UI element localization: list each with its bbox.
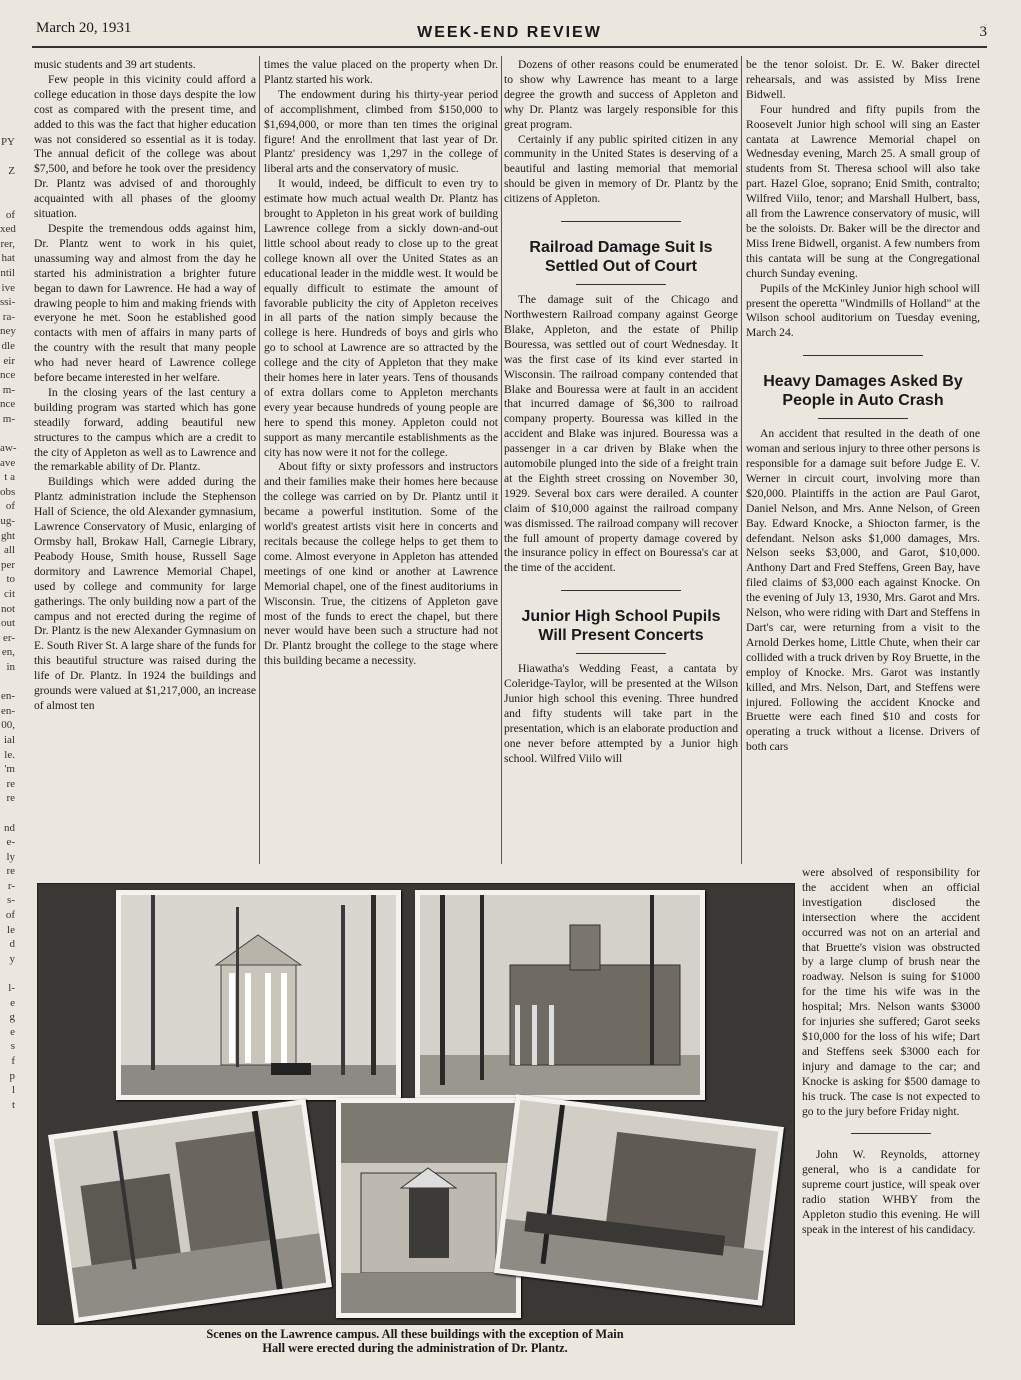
publication-title: WEEK-END REVIEW xyxy=(417,24,602,41)
previous-page-fragment: nce xyxy=(0,398,16,411)
previous-page-fragment: s xyxy=(10,1040,15,1053)
column-4-narrow xyxy=(802,866,980,1238)
previous-page-fragment: d xyxy=(9,938,15,951)
paragraph: The endowment during his thirty-year period of accomplishment, climbed from $150,000 to $1,694,000, or more than ten times the original figure! And the enrollment that last year of Dr. Plantz' presidency was 1,297 in the college of liberal arts and the conservatory of music. xyxy=(264,87,498,176)
previous-page-fragment: ght xyxy=(0,529,15,542)
previous-page-fragment: xed xyxy=(0,223,16,236)
previous-page-fragment: en, xyxy=(1,646,15,659)
paragraph: times the value placed on the property when Dr. Plantz started his work. xyxy=(264,58,498,86)
paragraph: music students and 39 art students. xyxy=(34,58,196,71)
previous-page-fragment: re xyxy=(6,792,15,805)
headline-railroad: Railroad Damage Suit Is Settled Out of Court xyxy=(529,239,713,276)
previous-page-fragment: ntil xyxy=(0,266,15,279)
previous-page-fragment: obs xyxy=(0,485,16,498)
previous-page-fragment: PY xyxy=(0,135,15,148)
chapel-illustration xyxy=(121,895,396,1095)
paragraph: Certainly if any public spirited citizen in any community in the United States is deserving of a beautiful and lasting memorial that memorial should be given in memory of Dr. Plantz by the citizens of Appleton. xyxy=(504,132,738,206)
previous-page-fragment: en- xyxy=(0,690,15,703)
column-1 xyxy=(34,58,256,714)
previous-page-fragment: re xyxy=(6,777,15,790)
main-hall-photo xyxy=(415,890,705,1100)
previous-page-fragment: aw- xyxy=(0,442,17,455)
section-rule xyxy=(851,1133,931,1134)
previous-page-fragment: p xyxy=(9,1069,15,1082)
headline-junior-high: Junior High School Pupils Will Present Concerts xyxy=(521,608,721,645)
headline-rule xyxy=(576,653,666,654)
previous-page-fragment: all xyxy=(4,544,15,557)
paragraph: John W. Reynolds, attorney general, who is a candidate for supreme court justice, will speak over radio station WHBY from the Appleton studio this evening. He will speak in the interest of his candidacy. xyxy=(802,1148,980,1236)
previous-page-fragment: in xyxy=(6,660,15,673)
headline-rule xyxy=(576,284,666,285)
previous-page-fragment: ave xyxy=(0,456,16,469)
previous-page-fragment: s- xyxy=(7,894,15,907)
previous-page-fragment: to xyxy=(6,573,15,586)
previous-page-fragment: ra- xyxy=(2,310,15,323)
campus-hall-illustration xyxy=(54,1104,327,1317)
previous-page-fragment xyxy=(0,966,18,981)
previous-page-fragment: nd xyxy=(4,821,15,834)
column-4 xyxy=(746,58,980,755)
previous-page-fragment: g xyxy=(9,1011,15,1024)
chapel-photo xyxy=(116,890,401,1100)
paragraph: Dozens of other reasons could be enumerated to show why Lawrence has meant to a large degree the growth and success of Appleton and why Dr. Plantz was largely responsible for this great program. xyxy=(504,58,738,131)
column-divider xyxy=(259,56,260,864)
previous-page-fragment: 'm xyxy=(4,763,15,776)
previous-page-fragment xyxy=(0,120,18,135)
previous-page-fragment xyxy=(0,193,18,208)
previous-page-edge xyxy=(0,120,18,1370)
previous-page-fragment: m- xyxy=(2,383,15,396)
peabody-house-illustration xyxy=(341,1103,516,1313)
paragraph: About fifty or sixty professors and instructors and their families make their homes here because the college was carried on by Dr. Plantz until it became a powerful institution. Some of the world's greatest artists visit here in concerts and recitals because the college helps to get them to come. Almost everyone in Appleton has attended meetings of one kind or another at Lawrence Memorial chapel, one of the finest auditoriums in Wisconsin. True, the citizens of Appleton gave most of the funds to erect the chapel, but there never would have been such a structure had not Dr. Plantz brought the college to the stage where this building became a necessity. xyxy=(264,460,498,668)
previous-page-fragment: rer, xyxy=(0,237,15,250)
previous-page-fragment: e xyxy=(10,996,15,1009)
headline-rule xyxy=(818,418,908,419)
previous-page-fragment: cit xyxy=(4,588,15,600)
previous-page-fragment: e- xyxy=(6,836,15,849)
issue-date: March 20, 1931 xyxy=(36,20,132,36)
previous-page-fragment xyxy=(0,675,18,690)
paragraph: It would, indeed, be difficult to even try to estimate how much actual wealth Dr. Plantz has brought to Appleton in his great work of building Lawrence college from a sickly down-and-out little school about ready to close up to the great college known all over the United States as an educational leader in the middle west. It would be equally difficult to estimate the amount of favorable publicity the city of Appleton receives in all parts of the nation simply because the college is here. Hundreds of boys and girls who go to school at Lawrence are so attracted by the college and the city of Appleton that they make their homes here in later years. Tens of thousands of extra dollars come to Appleton merchants every year because hundreds of young people are here to spend this money. Appleton could not support as many mercantile establishments as the city has now were it not for the college. xyxy=(264,177,498,459)
previous-page-fragment: ug- xyxy=(0,515,15,528)
paragraph: be the tenor soloist. Dr. E. W. Baker directel rehearsals, and was assisted by Miss Irene Bidwell. xyxy=(746,58,980,101)
previous-page-fragment: ssi- xyxy=(0,296,16,309)
previous-page-fragment: of xyxy=(5,909,15,922)
paragraph: In the closing years of the last century a building program was started which has gone steadily forward, adding beautiful new structures to the campus which are a credit to the city of Appleton as well as to Lawrence and the remarkable ability of Dr. Plantz. xyxy=(34,385,256,474)
previous-page-fragment: l xyxy=(11,1084,15,1097)
section-rule xyxy=(561,590,681,591)
column-2 xyxy=(264,58,498,669)
paragraph: An accident that resulted in the death of one woman and serious injury to three other persons is responsible for a damage suit before Judge E. V. Werner in circuit court, involving more than $20,000. Plaintiffs in the action are Paul Garot, Daniel Nelson, and Mrs. Anne Nelson, of Green Bay. Edward Knocke, a Shiocton farmer, is the defendant. Nelson asks $1,000 damages, Mrs. Nelson seeks $3,000, and Garot, $10,000. Anthony Dart and Fred Steffens, Green Bay, have filed claims of $3,000 each against Knocke. On the evening of July 13, 1930, Mrs. Garot and Mrs. Nelson, who were riding with Dart and Steffens in Dart's car, were returning from a visit to the Arnold Derkes home, Little Chute, when their car collided with a truck driven by Roy Bruette, in the employ of Knocke. Mrs. Garot was instantly killed, and Mrs. Nelson, Dart, and Steffens were injured. Following the accident Knocke and Bruette were each fined $10 and costs for operating a truck without a license. Drivers of both cars xyxy=(746,427,980,754)
campus-gathering-photo xyxy=(494,1094,784,1306)
photo-caption: Scenes on the Lawrence campus. All these buildings with the exception of Main Hall were erected during the administration of Dr. Plantz. xyxy=(206,1327,624,1355)
main-hall-illustration xyxy=(420,895,700,1095)
previous-page-fragment: nce xyxy=(0,369,16,382)
section-rule xyxy=(803,355,923,356)
previous-page-fragment: ive xyxy=(1,281,15,294)
previous-page-fragment xyxy=(0,149,18,164)
previous-page-fragment: eir xyxy=(3,354,15,367)
previous-page-fragment xyxy=(0,426,18,441)
previous-page-fragment: le xyxy=(7,923,15,936)
column-divider xyxy=(741,56,742,864)
paragraph: Pupils of the McKinley Junior high school will present the operetta "Windmills of Holland" at the Wilson school auditorium on Tuesday evening, March 24. xyxy=(746,281,980,340)
previous-page-fragment: of xyxy=(5,500,15,513)
previous-page-fragment: m- xyxy=(2,412,15,425)
peabody-house-photo xyxy=(336,1098,521,1318)
previous-page-fragment: out xyxy=(0,617,15,630)
paragraph: Hiawatha's Wedding Feast, a cantata by Coleridge-Taylor, will be presented at the Wilson Junior high school this evening. Three hundred and fifty students will take part in the presentation, which is an elaborate production and one never before attempted by a Junior high school. Wilfred Viilo will xyxy=(504,662,738,765)
previous-page-fragment xyxy=(0,806,18,821)
page-number: 3 xyxy=(979,24,987,40)
previous-page-fragment: not xyxy=(0,602,15,615)
column-3 xyxy=(504,58,738,767)
previous-page-fragment: r- xyxy=(7,879,15,892)
previous-page-fragment: y xyxy=(9,952,15,965)
previous-page-fragment: f xyxy=(11,1055,15,1067)
previous-page-fragment xyxy=(0,178,18,193)
previous-page-fragment: of xyxy=(5,208,15,221)
previous-page-fragment: le. xyxy=(4,748,15,761)
campus-hall-photo xyxy=(48,1099,332,1323)
column-divider xyxy=(501,56,502,864)
paragraph: were absolved of responsibility for the accident when an official investigation disclosed the intersection where the accident occurred was not on an arterial and that Bruette's vision was obstructed by a large clump of brush near the roadway. Nelson is suing for $1000 for the time his wife was in the hospital; Mrs. Nelson wants $3000 for injuries she suffered; Garot seeks $10,000 for the loss of his wife; Dart and Steffens seek $3000 each for injury and damage to the car; and Knocke is asking for $500 damage to his truck. The case is not expected to go to the jury before Friday night. xyxy=(802,866,980,1118)
previous-page-fragment: ney xyxy=(0,325,16,338)
previous-page-fragment: per xyxy=(0,558,15,571)
paragraph: Four hundred and fifty pupils from the Roosevelt Junior high school will sing an Easter cantata at Lawrence Memorial chapel on Wednesday evening, March 25. A small group of students from St. Theresa school will also take part. Hazel Gloe, soprano; Enid Smith, contralto; Wilfred Viilo, tenor; and Marshall Hulbert, bass, all from the Lawrence conservatory of music, will be the soloists. Dr. Baker will be the director and Miss Irene Bidwell, organist. A few numbers from this cantata will be sung at the Congregational church Sunday evening. xyxy=(746,102,980,280)
previous-page-fragment: t a xyxy=(4,471,15,484)
previous-page-fragment: re xyxy=(6,865,15,878)
previous-page-fragment: e xyxy=(10,1025,15,1038)
headline-heavy-damages: Heavy Damages Asked By People in Auto Crash xyxy=(763,373,963,410)
campus-photo-collage xyxy=(37,883,795,1325)
paragraph: Despite the tremendous odds against him, Dr. Plantz went to work in his quiet, unassuming way and almost from the day he started his administration a brighter future began to dawn for Lawrence. He had a way of drawing people to him and making friends with everyone he met. Soon he established good contacts with men of affairs in many parts of the country with the result that many people who had never heard of Lawrence college before became interested in her welfare. xyxy=(34,221,256,385)
previous-page-fragment: er- xyxy=(3,631,15,644)
paragraph: The damage suit of the Chicago and Northwestern Railroad company against George Blake, Appleton, and the estate of Philip Bouressa, was settled out of court Wednesday. It was the first case of its kind ever started in Wisconsin. The railroad company contended that Blake and Bouressa were at fault in an accident that incurred damage of $6,300 to railroad company property. Bouressa was killed in the accident and Blake was injured. Bouressa was a passenger in a car driven by Blake when the automobile plunged into the side of a freight train at the Eighth street crossing on November 30, 1929. Several box cars were derailed. A counter claim of $10,000 against the railroad company was dismissed. The railroad company will recover the full amount of property damage covered by the insurance policy in effect on Bouressa's car at the time of the accident. xyxy=(504,293,738,575)
previous-page-fragment: hat xyxy=(1,252,15,265)
previous-page-fragment: l- xyxy=(8,982,15,995)
previous-page-fragment: t xyxy=(11,1098,15,1111)
previous-page-fragment: en- xyxy=(0,704,15,717)
previous-page-fragment: 00, xyxy=(1,719,15,732)
page-header xyxy=(32,20,987,48)
previous-page-fragment: ly xyxy=(6,850,15,863)
previous-page-fragment: dle xyxy=(1,339,15,352)
paragraph: Few people in this vicinity could afford a college education in those days despite the low cost as compared with the present time, and added to this was the fact that higher education was not considered so essential as it is today. The annual deficit of the college was about $7,500, and before he took over the presidency Dr. Plantz was advised of and thoroughly acquainted with all phases of the gloomy situation. xyxy=(34,72,256,221)
previous-page-fragment: ial xyxy=(4,733,15,746)
previous-page-fragment: Z xyxy=(8,164,15,177)
section-rule xyxy=(561,221,681,222)
paragraph: Buildings which were added during the Plantz administration include the Stephenson Hall of Science, the old Alexander gymnasium, Lawrence Conservatory of Music, enlarging of Ormsby hall, Brokaw Hall, Carnegie Library, Peabody House, Smith house, Russell Sage dormitory and Lawrence Memorial Chapel, used by college and community for large gatherings. The only building now a part of the campus and not erected during the regime of Dr. Plantz is the new Alexander Gymnasium on E. South River St. A large share of the funds for this beautiful structure was raised during the life of Dr. Plantz. In 1924 the buildings and grounds were valued at $1,217,000, an increase of almost ten xyxy=(34,475,256,712)
campus-gathering-illustration xyxy=(500,1100,779,1300)
